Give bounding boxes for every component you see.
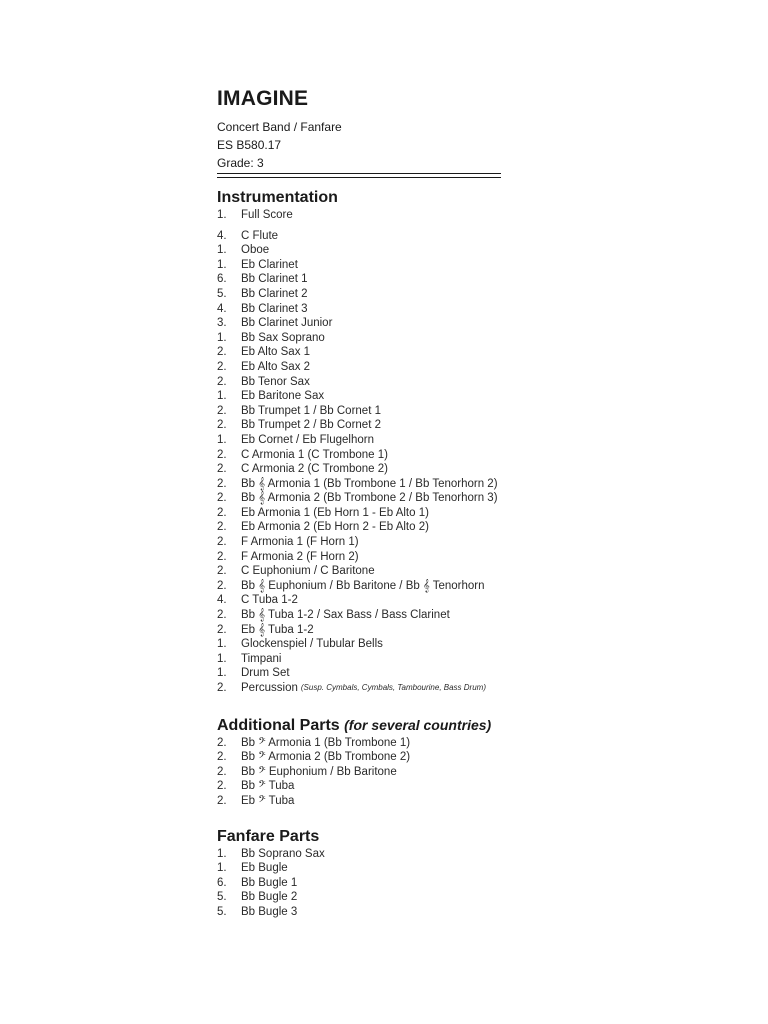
part-name: C Euphonium / C Baritone xyxy=(241,565,375,578)
part-quantity: 2. xyxy=(217,536,227,549)
part-quantity: 2. xyxy=(217,751,227,764)
part-quantity: 4. xyxy=(217,594,227,607)
part-quantity: 1. xyxy=(217,331,227,344)
part-name: Eb Bugle xyxy=(241,862,288,875)
part-row xyxy=(217,302,637,317)
part-quantity: 2. xyxy=(217,360,227,373)
part-name: Eb 𝄢 Tuba xyxy=(241,794,295,807)
additional-parts-title: Additional Parts xyxy=(217,716,340,734)
part-quantity: 1. xyxy=(217,667,227,680)
part-quantity: 2. xyxy=(217,404,227,417)
part-quantity: 1. xyxy=(217,390,227,403)
part-quantity: 2. xyxy=(217,765,227,778)
part-quantity: 2. xyxy=(217,550,227,563)
part-name: F Armonia 2 (F Horn 2) xyxy=(241,550,359,563)
part-name: Bb 𝄢 Armonia 1 (Bb Trombone 1) xyxy=(241,736,411,749)
part-name: F Armonia 1 (F Horn 1) xyxy=(241,536,359,549)
part-row xyxy=(217,208,637,223)
part-name: Drum Set xyxy=(241,667,290,680)
additional-parts-list xyxy=(217,736,637,809)
part-quantity: 1. xyxy=(217,433,227,446)
part-name: C Armonia 2 (C Trombone 2) xyxy=(241,463,389,476)
part-row xyxy=(217,404,637,419)
part-name: Bb 𝄞 Armonia 2 (Bb Trombone 2 / Bb Tenorhorn 3) xyxy=(241,492,498,505)
part-name: Bb Sax Soprano xyxy=(241,331,325,344)
part-name: Eb 𝄞 Tuba 1-2 xyxy=(241,623,314,636)
part-quantity: 2. xyxy=(217,682,227,694)
document-page xyxy=(217,86,637,920)
part-quantity: 1. xyxy=(217,847,227,860)
part-quantity: 2. xyxy=(217,506,227,519)
additional-parts-subtitle: (for several countries) xyxy=(344,716,492,733)
part-quantity: 2. xyxy=(217,780,227,793)
part-quantity: 4. xyxy=(217,302,227,315)
fanfare-parts-title: Fanfare Parts xyxy=(217,827,320,845)
grade-label: Grade: 3 xyxy=(217,156,264,170)
part-name: Bb Trumpet 2 / Bb Cornet 2 xyxy=(241,419,381,432)
part-quantity: 2. xyxy=(217,623,227,636)
part-row xyxy=(217,535,637,550)
part-name: Bb 𝄞 Armonia 1 (Bb Trombone 1 / Bb Tenorhorn 2) xyxy=(241,477,498,490)
part-name: Full Score xyxy=(241,209,293,221)
part-name: Bb Soprano Sax xyxy=(241,847,325,860)
part-quantity: 1. xyxy=(217,244,227,257)
part-name: Eb Armonia 1 (Eb Horn 1 - Eb Alto 1) xyxy=(241,506,429,519)
part-name: Percussion xyxy=(241,682,298,694)
part-row xyxy=(217,847,637,862)
part-name: Bb Bugle 1 xyxy=(241,876,298,889)
part-row xyxy=(217,623,637,638)
part-row xyxy=(217,345,637,360)
part-row xyxy=(217,861,637,876)
part-name: Eb Armonia 2 (Eb Horn 2 - Eb Alto 2) xyxy=(241,521,429,534)
part-row xyxy=(217,652,637,667)
part-row xyxy=(217,448,637,463)
additional-parts-heading xyxy=(217,715,637,736)
part-row xyxy=(217,765,637,780)
part-name: Eb Baritone Sax xyxy=(241,390,325,403)
part-row xyxy=(217,593,637,608)
part-row xyxy=(217,750,637,765)
part-quantity: 6. xyxy=(217,273,227,286)
part-quantity: 1. xyxy=(217,862,227,875)
part-name: Bb Clarinet 3 xyxy=(241,302,308,315)
part-quantity: 2. xyxy=(217,609,227,622)
part-quantity: 3. xyxy=(217,317,227,330)
part-quantity: 1. xyxy=(217,209,227,221)
part-row xyxy=(217,794,637,809)
part-quantity: 1. xyxy=(217,258,227,271)
part-row xyxy=(217,876,637,891)
part-quantity: 1. xyxy=(217,652,227,665)
part-name: C Armonia 1 (C Trombone 1) xyxy=(241,448,389,461)
catalog-number: ES B580.17 xyxy=(217,138,282,152)
part-quantity: 2. xyxy=(217,579,227,592)
part-row xyxy=(217,506,637,521)
part-quantity: 5. xyxy=(217,891,227,904)
part-quantity: 6. xyxy=(217,876,227,889)
part-row xyxy=(217,331,637,346)
part-quantity: 4. xyxy=(217,229,227,242)
part-name: C Flute xyxy=(241,229,279,242)
page-title: IMAGINE xyxy=(217,87,309,110)
part-row xyxy=(217,316,637,331)
part-row xyxy=(217,666,637,681)
part-name: Bb 𝄢 Tuba xyxy=(241,780,295,793)
part-name: Eb Alto Sax 1 xyxy=(241,346,311,359)
part-name: Eb Cornet / Eb Flugelhorn xyxy=(241,433,374,446)
part-note: (Susp. Cymbals, Cymbals, Tambourine, Bass Drum) xyxy=(300,683,486,692)
part-quantity: 2. xyxy=(217,492,227,505)
part-name: Bb Clarinet 2 xyxy=(241,287,308,300)
part-quantity: 5. xyxy=(217,287,227,300)
part-row xyxy=(217,360,637,375)
part-name: Bb Bugle 3 xyxy=(241,905,298,918)
part-name: Bb Bugle 2 xyxy=(241,891,298,904)
part-quantity: 2. xyxy=(217,463,227,476)
part-name: C Tuba 1-2 xyxy=(241,594,298,607)
part-row xyxy=(217,890,637,905)
part-row xyxy=(217,477,637,492)
instrumentation-heading xyxy=(217,188,637,208)
part-name: Oboe xyxy=(241,244,270,257)
part-name: Bb Tenor Sax xyxy=(241,375,310,388)
part-quantity: 2. xyxy=(217,477,227,490)
part-row xyxy=(217,433,637,448)
part-row xyxy=(217,258,637,273)
part-row xyxy=(217,418,637,433)
part-name: Bb 𝄢 Euphonium / Bb Baritone xyxy=(241,765,397,778)
piece-metadata xyxy=(217,118,637,172)
fanfare-parts-list xyxy=(217,847,637,920)
part-name: Bb 𝄞 Euphonium / Bb Baritone / Bb 𝄞 Tenorhorn xyxy=(241,579,485,592)
part-row xyxy=(217,779,637,794)
part-row xyxy=(217,520,637,535)
part-name: Bb Clarinet 1 xyxy=(241,273,308,286)
part-row xyxy=(217,564,637,579)
instrumentation-title: Instrumentation xyxy=(217,189,338,206)
part-name: Bb 𝄞 Tuba 1-2 / Sax Bass / Bass Clarinet xyxy=(241,609,450,622)
part-quantity: 2. xyxy=(217,346,227,359)
part-quantity: 2. xyxy=(217,375,227,388)
part-row xyxy=(217,681,637,696)
part-quantity: 2. xyxy=(217,794,227,807)
part-row xyxy=(217,491,637,506)
part-quantity: 5. xyxy=(217,905,227,918)
part-row xyxy=(217,608,637,623)
part-quantity: 2. xyxy=(217,521,227,534)
part-quantity: 2. xyxy=(217,448,227,461)
part-name: Timpani xyxy=(241,652,282,665)
part-quantity: 1. xyxy=(217,638,227,651)
part-row xyxy=(217,579,637,594)
double-rule-divider xyxy=(217,173,501,178)
part-quantity: 2. xyxy=(217,736,227,749)
fanfare-parts-heading xyxy=(217,827,637,847)
part-name: Eb Alto Sax 2 xyxy=(241,360,311,373)
part-row xyxy=(217,462,637,477)
part-quantity: 2. xyxy=(217,419,227,432)
part-row xyxy=(217,637,637,652)
part-name: Bb Trumpet 1 / Bb Cornet 1 xyxy=(241,404,381,417)
part-row xyxy=(217,287,637,302)
part-row xyxy=(217,905,637,920)
part-row xyxy=(217,389,637,404)
part-name: Eb Clarinet xyxy=(241,258,298,271)
part-row xyxy=(217,243,637,258)
part-name: Bb 𝄢 Armonia 2 (Bb Trombone 2) xyxy=(241,751,411,764)
part-row xyxy=(217,272,637,287)
part-row xyxy=(217,375,637,390)
part-row xyxy=(217,550,637,565)
ensemble-label: Concert Band / Fanfare xyxy=(217,120,342,134)
part-quantity: 2. xyxy=(217,565,227,578)
part-name: Bb Clarinet Junior xyxy=(241,317,333,330)
part-row xyxy=(217,229,637,244)
instrumentation-list xyxy=(217,208,637,696)
part-row xyxy=(217,736,637,751)
part-name: Glockenspiel / Tubular Bells xyxy=(241,638,383,651)
